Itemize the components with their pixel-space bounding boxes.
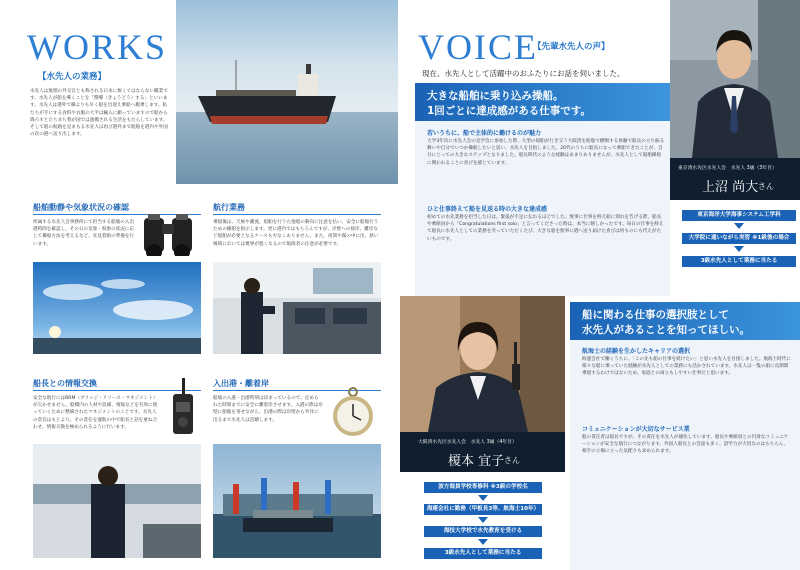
pocket-watch-icon [330, 386, 376, 438]
person1-a2: 初めての水先業務を担当した日は、緊張が手足に伝わるほどでした。無事に仕事を終え船に別れを告げる際、船長や乗組員から「Congratulations first solo」と言ってくださった時は、本当に嬉しかったです。毎日の仕事を終えて船長に水先人としての業務を労っていただくたび、大きな船を無事に港へ送り届けた喜びは何ものにも代えがたいものです。 [427, 215, 664, 242]
person1-a1: 大学3年次に水先人会の見学会に参加した際、大型の船舶が行き交う大阪湾を船舶で横断する体験で船長の立ち振る舞いや自分でいつか操船したいと思い、水先人を目指しました。20代のうちに船長になって乗船できたことが、自分にとっての大きなステップとなりました。船長時代のような経験はあまりありませんが、水先人として船舶操船に関われることに喜びを感じています。 [427, 139, 665, 166]
person1-path-step-2: 大学院に通いながら実習 ※1級後の場合 [682, 233, 796, 244]
person2-path-step-4: 3級水先人として業務に当たる [424, 548, 542, 559]
bridge-photo [213, 262, 381, 354]
path-arrow [478, 517, 488, 523]
person1-assoc: 東京湾水先区水先人会 水先人 3級（3年目） [678, 166, 777, 171]
radio-transceiver-icon [168, 378, 198, 436]
works-intro: 水先人は無理の外交官とも称される日本に無くてはならない職業です。水先人が船を導くことを「嚮導（きょうどう）する」といいます。水先人は港外で操よりも早く船を出迎え乗船へ搬乗します。私たちが手にする食料や衣服の大半は輸入に頼っていますので船から降ろすとたちまち我が国では運搬される生活をもたらしています。そして船の航路を見まもる水先人は再び港外まで船舶を港内や外国の次の港へ送り出します。 [30, 89, 168, 138]
person2-banner-line1: 船に関わる仕事の選択肢として [582, 309, 729, 321]
sky-photo [33, 262, 201, 354]
person1-q2: ひと仕事終えて船を見送る時の大きな達成感 [427, 206, 548, 213]
ship-photo [176, 0, 398, 184]
works-section-body-2: 乗船後は、天候や潮流、船舶を行うた他船の動向に注意を払い、安全に船舶行うための操船を指示します。更に港内ではもちろんですが、岸壁への接岸、離岸など船舶が必要となるケースも少なくありません。また、夜間や霧の中に出、狭い場域においては視界が悪くなるので航海者の注意が必要です。 [213, 220, 379, 247]
works-section-title-2: 航行業務 [213, 203, 245, 212]
person2-path-step-1: 波方海員学校専修科 ※3級の学校名 [424, 482, 542, 493]
works-section-body-3: 安全な航行にはBRM（ブリッジ・リソース・マネジメント）が欠かせません。船橋内の人材や設備、情報などを有効に使っていくために整備されたマネジメントのことです。水先人の責任はもとより、その責任を運航の中で船長と話を重ね合わせ、情報交換を極められるように行います。 [33, 396, 158, 430]
voice-subheading: 【先輩水先人の声】 [533, 42, 610, 52]
works-section-body-1: 所属する水先人会事務所にて担当する船舶の入出港時間を確認し、その日の気象・海象の状況に応じて操船方法を考えるなど、先見着眼の準備を行います。 [33, 220, 135, 247]
person1-banner [415, 83, 670, 121]
person1-name: 上沼 尚大 [702, 180, 759, 195]
works-section-title-3: 船長との情報交換 [33, 379, 97, 388]
person1-banner-line1: 大きな船舶に乗り込み操船。 [427, 90, 564, 102]
person2-a1: 海運会社で働くうちに、「この先も船の仕事を続けたい」と思い水先人を目指しました。航海士時代に様々な船に乗っていた経験が水先人としての業務にも活かされています。水先人は一隻の船に長期間乗船するわけではないため、家庭との両立もしやすい仕事だと思います。 [582, 357, 792, 377]
works-section-title-4: 入出港・離着岸 [213, 379, 269, 388]
person2-a2: 船の責任者は船長ですが、その責任を水先人が補佐しています。船長や乗組員との円滑なコミュニケーションが安全な航行につながります。外国人船長との会話も多く、語学力が大切なのはもちろん、相手の立場に立った気配りも求められます。 [582, 435, 789, 455]
path-arrow [734, 223, 744, 229]
captain-photo [33, 444, 201, 558]
section-rule [213, 214, 381, 215]
works-section-title-1: 船舶動静や気象状況の確認 [33, 203, 129, 212]
person1-path-step-3: 3級水先人として業務に当たる [682, 256, 796, 267]
person2-name: 榎本 宜子 [448, 454, 505, 469]
person2-suffix: さん [504, 456, 520, 465]
person1-suffix: さん [758, 182, 774, 191]
person2-assoc: 大阪湾水先区水先人会 水先人 3級（4年目） [418, 440, 517, 445]
person2-path-step-3: 海技大学校で水先教育を受ける [424, 526, 542, 537]
person1-banner-line2: 1回ごとに達成感がある仕事です。 [427, 105, 591, 117]
path-arrow [478, 539, 488, 545]
works-heading: WORKS [27, 27, 168, 67]
person2-banner [570, 302, 800, 340]
path-arrow [478, 495, 488, 501]
person2-q2: コミュニケーションが大切なサービス業 [582, 426, 690, 433]
person1-q1: 若いうちに、船で主体的に働けるのが魅力 [427, 130, 542, 137]
voice-heading: VOICE [418, 27, 538, 67]
person2-photo [400, 296, 565, 432]
voice-lead: 現在、水先人として活躍中のおふたりにお話を伺いました。 [422, 69, 625, 78]
person1-path-step-1: 東京海洋大学海事システム工学科 [682, 210, 796, 221]
works-subheading: 【水先人の業務】 [38, 72, 107, 82]
person2-path-step-2: 海運会社に勤務（甲板長3等、航海士10年） [424, 504, 542, 515]
binoculars-icon [138, 208, 200, 256]
works-section-body-4: 船舶の入港・出港時刻は決まっているので、定められた時間までに安全に離着岸させます。入港の際は岸壁に船舶を寄せながら、出港の際は岸壁から外洋に出るまで水先人は活躍します。 [213, 396, 323, 423]
person2-q1: 航海士の経験を生かしたキャリアの選択 [582, 348, 691, 355]
person1-photo [670, 0, 800, 158]
person2-banner-line2: 水先人があることを知ってほしい。 [582, 324, 750, 336]
path-arrow [734, 246, 744, 252]
port-photo [213, 444, 381, 558]
